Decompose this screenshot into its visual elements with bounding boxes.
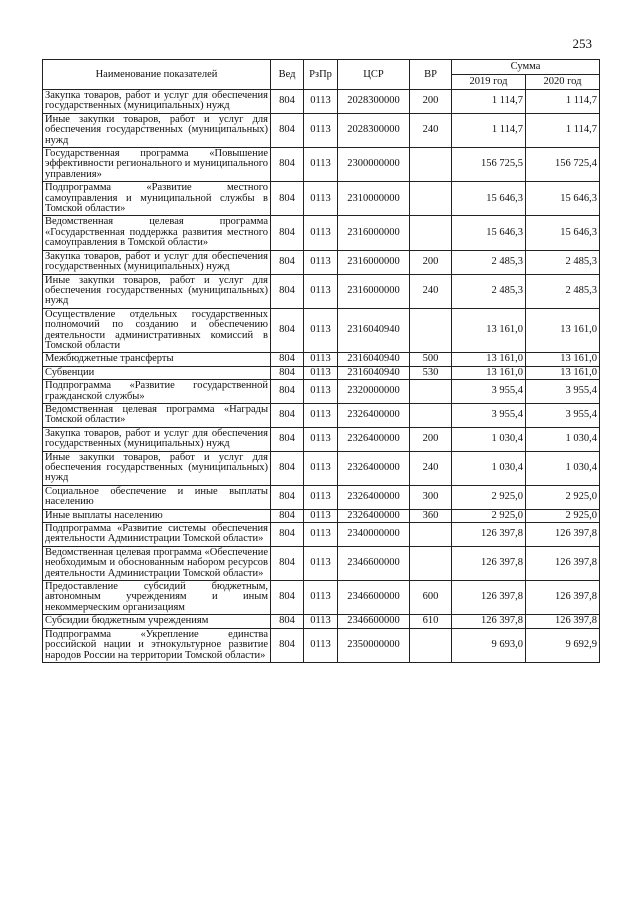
table-row bbox=[43, 451, 600, 485]
cell-ved: 804 bbox=[271, 509, 304, 522]
cell-sum-2020: 1 114,7 bbox=[526, 90, 600, 114]
table-row bbox=[43, 274, 600, 308]
cell-vr: 200 bbox=[410, 427, 452, 451]
table-row bbox=[43, 509, 600, 522]
cell-sum-2019: 9 693,0 bbox=[452, 628, 526, 662]
cell-name: Предоставление субсидий бюджетным, автономным учреждениям и иным некоммерческим организациям bbox=[43, 581, 271, 615]
cell-sum-2019: 2 925,0 bbox=[452, 509, 526, 522]
cell-rzpr: 0113 bbox=[304, 615, 338, 628]
cell-sum-2019: 13 161,0 bbox=[452, 353, 526, 366]
cell-ved: 804 bbox=[271, 148, 304, 182]
cell-name: Закупка товаров, работ и услуг для обеспечения государственных (муниципальных) нужд bbox=[43, 427, 271, 451]
cell-csr: 2326400000 bbox=[338, 509, 410, 522]
cell-rzpr: 0113 bbox=[304, 216, 338, 250]
cell-name: Социальное обеспечение и иные выплаты населению bbox=[43, 485, 271, 509]
cell-csr: 2316000000 bbox=[338, 250, 410, 274]
cell-sum-2019: 15 646,3 bbox=[452, 182, 526, 216]
table-row bbox=[43, 148, 600, 182]
cell-csr: 2346600000 bbox=[338, 615, 410, 628]
table-row bbox=[43, 182, 600, 216]
cell-rzpr: 0113 bbox=[304, 113, 338, 147]
cell-vr bbox=[410, 403, 452, 427]
cell-vr: 300 bbox=[410, 485, 452, 509]
cell-sum-2020: 13 161,0 bbox=[526, 366, 600, 379]
cell-csr: 2310000000 bbox=[338, 182, 410, 216]
cell-name: Иные закупки товаров, работ и услуг для обеспечения государственных (муниципальных) нужд bbox=[43, 274, 271, 308]
cell-rzpr: 0113 bbox=[304, 250, 338, 274]
cell-vr bbox=[410, 216, 452, 250]
cell-name: Ведомственная целевая программа «Государственная поддержка развития местного самоуправления в Томской области» bbox=[43, 216, 271, 250]
cell-name: Субвенции bbox=[43, 366, 271, 379]
cell-csr: 2346600000 bbox=[338, 581, 410, 615]
table-row bbox=[43, 380, 600, 404]
cell-csr: 2340000000 bbox=[338, 523, 410, 547]
cell-ved: 804 bbox=[271, 274, 304, 308]
cell-csr: 2316000000 bbox=[338, 274, 410, 308]
header-year-2020: 2020 год bbox=[526, 75, 600, 90]
cell-sum-2019: 126 397,8 bbox=[452, 615, 526, 628]
cell-vr bbox=[410, 380, 452, 404]
table-header bbox=[43, 60, 600, 90]
cell-ved: 804 bbox=[271, 366, 304, 379]
table-row bbox=[43, 90, 600, 114]
cell-sum-2019: 126 397,8 bbox=[452, 523, 526, 547]
cell-rzpr: 0113 bbox=[304, 523, 338, 547]
table-row bbox=[43, 403, 600, 427]
cell-vr bbox=[410, 628, 452, 662]
cell-sum-2019: 1 114,7 bbox=[452, 113, 526, 147]
cell-sum-2019: 13 161,0 bbox=[452, 308, 526, 353]
cell-vr: 240 bbox=[410, 451, 452, 485]
cell-rzpr: 0113 bbox=[304, 182, 338, 216]
cell-csr: 2326400000 bbox=[338, 451, 410, 485]
cell-csr: 2350000000 bbox=[338, 628, 410, 662]
cell-ved: 804 bbox=[271, 523, 304, 547]
table-row bbox=[43, 216, 600, 250]
cell-sum-2020: 126 397,8 bbox=[526, 523, 600, 547]
cell-ved: 804 bbox=[271, 380, 304, 404]
page-number: 253 bbox=[572, 36, 592, 51]
cell-vr: 200 bbox=[410, 90, 452, 114]
header-sum: Сумма bbox=[452, 60, 600, 75]
cell-name: Закупка товаров, работ и услуг для обеспечения государственных (муниципальных) нужд bbox=[43, 90, 271, 114]
cell-name: Подпрограмма «Развитие государственной гражданской службы» bbox=[43, 380, 271, 404]
table-body bbox=[43, 90, 600, 663]
table-row bbox=[43, 113, 600, 147]
cell-ved: 804 bbox=[271, 403, 304, 427]
cell-sum-2020: 2 925,0 bbox=[526, 485, 600, 509]
cell-ved: 804 bbox=[271, 628, 304, 662]
cell-name: Государственная программа «Повышение эффективности регионального и муниципального управления» bbox=[43, 148, 271, 182]
table-row bbox=[43, 546, 600, 580]
cell-name: Иные закупки товаров, работ и услуг для обеспечения государственных (муниципальных) нужд bbox=[43, 113, 271, 147]
cell-vr: 600 bbox=[410, 581, 452, 615]
cell-csr: 2316040940 bbox=[338, 308, 410, 353]
cell-name: Ведомственная целевая программа «Награды Томской области» bbox=[43, 403, 271, 427]
budget-table bbox=[42, 59, 600, 663]
cell-ved: 804 bbox=[271, 113, 304, 147]
cell-rzpr: 0113 bbox=[304, 628, 338, 662]
cell-rzpr: 0113 bbox=[304, 90, 338, 114]
cell-sum-2020: 13 161,0 bbox=[526, 308, 600, 353]
cell-ved: 804 bbox=[271, 216, 304, 250]
cell-csr: 2320000000 bbox=[338, 380, 410, 404]
cell-rzpr: 0113 bbox=[304, 148, 338, 182]
cell-ved: 804 bbox=[271, 427, 304, 451]
cell-vr bbox=[410, 182, 452, 216]
cell-csr: 2316040940 bbox=[338, 366, 410, 379]
cell-csr: 2316000000 bbox=[338, 216, 410, 250]
cell-name: Подпрограмма «Развитие системы обеспечения деятельности Администрации Томской области» bbox=[43, 523, 271, 547]
header-year-2019: 2019 год bbox=[452, 75, 526, 90]
cell-sum-2020: 126 397,8 bbox=[526, 615, 600, 628]
cell-sum-2019: 1 030,4 bbox=[452, 451, 526, 485]
cell-sum-2020: 2 485,3 bbox=[526, 274, 600, 308]
table-row bbox=[43, 427, 600, 451]
cell-name: Иные выплаты населению bbox=[43, 509, 271, 522]
cell-rzpr: 0113 bbox=[304, 451, 338, 485]
cell-rzpr: 0113 bbox=[304, 546, 338, 580]
cell-sum-2019: 2 925,0 bbox=[452, 485, 526, 509]
cell-sum-2019: 126 397,8 bbox=[452, 546, 526, 580]
cell-ved: 804 bbox=[271, 546, 304, 580]
cell-sum-2019: 2 485,3 bbox=[452, 274, 526, 308]
table-row bbox=[43, 628, 600, 662]
table-row bbox=[43, 615, 600, 628]
cell-sum-2019: 1 030,4 bbox=[452, 427, 526, 451]
cell-vr: 530 bbox=[410, 366, 452, 379]
cell-vr bbox=[410, 308, 452, 353]
cell-ved: 804 bbox=[271, 615, 304, 628]
cell-vr bbox=[410, 148, 452, 182]
cell-rzpr: 0113 bbox=[304, 581, 338, 615]
cell-rzpr: 0113 bbox=[304, 485, 338, 509]
table-row bbox=[43, 250, 600, 274]
cell-name: Осуществление отдельных государственных полномочий по созданию и обеспечению деятельности административных комиссий в Томской области bbox=[43, 308, 271, 353]
cell-ved: 804 bbox=[271, 451, 304, 485]
cell-csr: 2028300000 bbox=[338, 113, 410, 147]
header-rzpr: РзПр bbox=[304, 60, 338, 90]
cell-csr: 2326400000 bbox=[338, 403, 410, 427]
table-row bbox=[43, 581, 600, 615]
cell-sum-2020: 3 955,4 bbox=[526, 380, 600, 404]
cell-rzpr: 0113 bbox=[304, 380, 338, 404]
cell-sum-2019: 2 485,3 bbox=[452, 250, 526, 274]
cell-sum-2019: 15 646,3 bbox=[452, 216, 526, 250]
cell-csr: 2346600000 bbox=[338, 546, 410, 580]
cell-rzpr: 0113 bbox=[304, 274, 338, 308]
cell-sum-2020: 15 646,3 bbox=[526, 216, 600, 250]
cell-name: Подпрограмма «Развитие местного самоуправления и муниципальной службы в Томской области» bbox=[43, 182, 271, 216]
cell-vr bbox=[410, 523, 452, 547]
cell-rzpr: 0113 bbox=[304, 353, 338, 366]
cell-csr: 2300000000 bbox=[338, 148, 410, 182]
cell-sum-2020: 126 397,8 bbox=[526, 581, 600, 615]
cell-sum-2019: 13 161,0 bbox=[452, 366, 526, 379]
cell-vr: 360 bbox=[410, 509, 452, 522]
cell-vr: 240 bbox=[410, 113, 452, 147]
cell-csr: 2316040940 bbox=[338, 353, 410, 366]
table-row bbox=[43, 308, 600, 353]
cell-name: Иные закупки товаров, работ и услуг для обеспечения государственных (муниципальных) нужд bbox=[43, 451, 271, 485]
header-vr: ВР bbox=[410, 60, 452, 90]
cell-sum-2019: 1 114,7 bbox=[452, 90, 526, 114]
table-row bbox=[43, 366, 600, 379]
cell-rzpr: 0113 bbox=[304, 366, 338, 379]
header-csr: ЦСР bbox=[338, 60, 410, 90]
cell-sum-2020: 126 397,8 bbox=[526, 546, 600, 580]
cell-vr: 500 bbox=[410, 353, 452, 366]
table-row bbox=[43, 523, 600, 547]
cell-sum-2019: 156 725,5 bbox=[452, 148, 526, 182]
cell-name: Закупка товаров, работ и услуг для обеспечения государственных (муниципальных) нужд bbox=[43, 250, 271, 274]
cell-ved: 804 bbox=[271, 250, 304, 274]
cell-rzpr: 0113 bbox=[304, 427, 338, 451]
cell-sum-2020: 2 485,3 bbox=[526, 250, 600, 274]
cell-csr: 2326400000 bbox=[338, 485, 410, 509]
cell-sum-2020: 3 955,4 bbox=[526, 403, 600, 427]
cell-sum-2020: 1 114,7 bbox=[526, 113, 600, 147]
cell-ved: 804 bbox=[271, 182, 304, 216]
cell-sum-2020: 2 925,0 bbox=[526, 509, 600, 522]
cell-sum-2019: 3 955,4 bbox=[452, 380, 526, 404]
cell-rzpr: 0113 bbox=[304, 403, 338, 427]
table-row bbox=[43, 353, 600, 366]
cell-vr: 240 bbox=[410, 274, 452, 308]
cell-ved: 804 bbox=[271, 353, 304, 366]
table-row bbox=[43, 485, 600, 509]
cell-sum-2020: 13 161,0 bbox=[526, 353, 600, 366]
cell-rzpr: 0113 bbox=[304, 308, 338, 353]
cell-sum-2019: 3 955,4 bbox=[452, 403, 526, 427]
cell-sum-2020: 9 692,9 bbox=[526, 628, 600, 662]
cell-ved: 804 bbox=[271, 581, 304, 615]
cell-vr: 200 bbox=[410, 250, 452, 274]
cell-name: Субсидии бюджетным учреждениям bbox=[43, 615, 271, 628]
cell-sum-2019: 126 397,8 bbox=[452, 581, 526, 615]
cell-sum-2020: 1 030,4 bbox=[526, 451, 600, 485]
cell-name: Подпрограмма «Укрепление единства российской нации и этнокультурное развитие народов России на территории Томской области» bbox=[43, 628, 271, 662]
cell-name: Межбюджетные трансферты bbox=[43, 353, 271, 366]
cell-vr: 610 bbox=[410, 615, 452, 628]
cell-ved: 804 bbox=[271, 90, 304, 114]
cell-csr: 2326400000 bbox=[338, 427, 410, 451]
cell-ved: 804 bbox=[271, 308, 304, 353]
header-name: Наименование показателей bbox=[43, 60, 271, 90]
header-ved: Вед bbox=[271, 60, 304, 90]
cell-sum-2020: 1 030,4 bbox=[526, 427, 600, 451]
cell-sum-2020: 156 725,4 bbox=[526, 148, 600, 182]
cell-csr: 2028300000 bbox=[338, 90, 410, 114]
cell-sum-2020: 15 646,3 bbox=[526, 182, 600, 216]
cell-name: Ведомственная целевая программа «Обеспечение необходимым и обоснованным набором ресурсов деятельности Администрации Томской области» bbox=[43, 546, 271, 580]
cell-rzpr: 0113 bbox=[304, 509, 338, 522]
cell-vr bbox=[410, 546, 452, 580]
cell-ved: 804 bbox=[271, 485, 304, 509]
